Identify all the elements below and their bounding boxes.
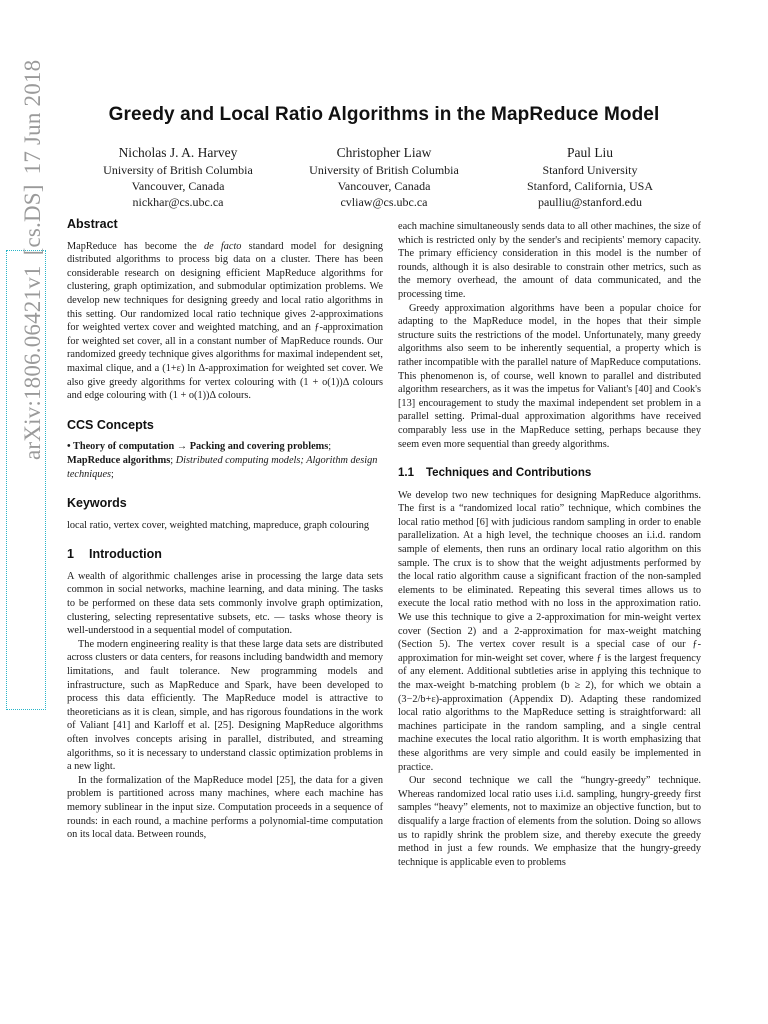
ccs-concept-2: MapReduce algorithms bbox=[67, 454, 171, 466]
intro-paragraph-3: In the formalization of the MapReduce model [25], the data for a given problem is partitioned across many machines, where each machine has memory sublinear in the input size. Computation proceeds in a sequence of rounds: in each round, a machine performs a polynomial-time computation on its local data. Between rounds, bbox=[67, 774, 383, 841]
section-number: 1 bbox=[67, 547, 74, 562]
techniques-paragraph-1: We develop two new techniques for designing MapReduce algorithms. The first is a “randomized local ratio” technique, which combines the local ratio method [6] with judicious random sampling in order to enable parallelization. At a high level, the technique chooses an i.i.d. random sample of elements, then runs an ordinary local ratio algorithm on this sample. The crux is to show that the weight adjustments performed by the local ratio algorithm cause a significant fraction of the non-sampled elements to be eliminated. Repeating this several times allows us to execute the local ratio method with no loss in the approximation ratio. We use this technique to give a 2-approximation for min-weight vertex cover (Section 2) and a 2-approximation for max-weight matching (Section 5). The vertex cover result is a special case of our ƒ-approximation for min-weight set cover, where ƒ is the largest frequency of any element. Additional subtleties arise in applying this technique to the max-weight b-matching problem (b ≥ 2), for which we obtain a (3−2/b+ε)-approximation (Appendix D). Adapting these randomized local ratio algorithms to the MapReduce setting is straightforward: all machines participate in the random sampling, and a single central machine executes the local ratio algorithm. It is worth emphasizing that these algorithms are very simple and could easily be implemented in practice. bbox=[398, 489, 701, 773]
author-email[interactable]: cvliaw@cs.ubc.ca bbox=[340, 195, 428, 209]
intro-paragraph-5: Greedy approximation algorithms have been a popular choice for adapting to the MapReduce model, in the hopes that their simple structure suits the restrictions of the model. Unfortunately, many greedy algorithms also seem to be inherently sequential, a property which is rather incompatible with the parallel nature of MapReduce computations. This phenomenon is, of course, well known to parallel and distributed algorithm researchers, as it was the impetus for Valiant's [40] and Cook's [13] encouragement to study the maximal independent set problem in a parallel setting. Primal-dual approximation algorithms have received comparably less use in the MapReduce setting, perhaps because they seem even more sequential than greedy algorithms. bbox=[398, 302, 701, 450]
arxiv-id: arXiv:1806.06421v1 bbox=[20, 265, 45, 460]
section-title: Introduction bbox=[89, 547, 162, 562]
author-email[interactable]: nickhar@cs.ubc.ca bbox=[132, 195, 224, 209]
arxiv-category: [cs.DS] bbox=[20, 184, 45, 256]
abstract-text-a: MapReduce has become the bbox=[67, 240, 204, 252]
section-title: Techniques and Contributions bbox=[426, 467, 592, 480]
keywords-heading: Keywords bbox=[67, 496, 127, 511]
ccs-sep: ; bbox=[328, 441, 332, 453]
ccs-concept-1: • Theory of computation → Packing and covering problems bbox=[67, 441, 329, 453]
abstract-text-b: standard model for designing distributed algorithms to process big data on a cluster. There has been considerable research on designing efficient MapReduce algorithms for clustering, graph optimization, and submodular optimization problems. We develop new techniques for designing greedy and local ratio algorithms in this setting. Our randomized local ratio technique gives 2-approximations for weighted vertex cover and weighted matching, and an ƒ-approximation for weighted set cover, all in a constant number of MapReduce rounds. Our randomized greedy technique gives algorithms for maximal independent set, maximal clique, and a (1+ε) ln Δ-approximation for weighted set cover. We also give greedy algorithms for vertex colouring with (1 + o(1))Δ colours and edge colouring with (1 + o(1))Δ colours. bbox=[67, 240, 383, 402]
techniques-paragraph-2: Our second technique we call the “hungry-greedy” technique. Whereas randomized local ratio uses i.i.d. sampling, hungry-greedy first samples “heavy” elements, not to maximize an objective function, but to disqualify a large fraction of elements from the solution. Doing so allows us to rapidly shrink the problem size, and thereby execute the greedy method in just a few rounds. We emphasize that the hungry-greedy technique is applicable even to problems bbox=[398, 775, 701, 868]
author-block-3 bbox=[485, 145, 695, 210]
author-name: Nicholas J. A. Harvey bbox=[118, 145, 238, 160]
keywords-text: local ratio, vertex cover, weighted matching, mapreduce, graph colouring bbox=[67, 519, 370, 531]
abstract-text bbox=[67, 240, 383, 403]
author-location: Vancouver, Canada bbox=[131, 179, 225, 193]
ccs-concept-3: Distributed computing models; Algorithm design techniques bbox=[67, 454, 378, 480]
abstract-heading: Abstract bbox=[67, 217, 118, 231]
author-name: Christopher Liaw bbox=[336, 145, 432, 160]
author-email[interactable]: paulliu@stanford.edu bbox=[537, 195, 643, 209]
introduction-heading bbox=[67, 548, 383, 562]
intro-paragraph-4: each machine simultaneously sends data to all other machines, the size of which is restricted only by the sender's and recipients' memory capacity. The primary efficiency consideration in this model is the number of rounds, although it is also desirable to constrain other metrics, such as the memory overhead, the amount of data communicated, and the processing time. bbox=[398, 221, 701, 300]
author-block-2 bbox=[279, 145, 489, 210]
abstract-text-em: de facto bbox=[203, 240, 242, 252]
author-affiliation: University of British Columbia bbox=[309, 163, 459, 177]
ccs-heading: CCS Concepts bbox=[67, 417, 154, 432]
author-name: Paul Liu bbox=[566, 145, 614, 160]
author-block-1 bbox=[73, 145, 283, 210]
intro-paragraph-1: A wealth of algorithmic challenges arise in processing the large data sets common in social networks, machine learning, and data mining. The tasks to be performed on these data sets commonly involve graph optimization, clustering, selecting representative subsets, etc. — tasks whose theory is well-understood in a sequential model of computation. bbox=[67, 570, 383, 637]
paper-title: Greedy and Local Ratio Algorithms in the MapReduce Model bbox=[108, 104, 660, 125]
author-location: Stanford, California, USA bbox=[527, 179, 653, 193]
techniques-heading bbox=[398, 467, 701, 481]
right-column bbox=[398, 220, 701, 869]
section-number: 1.1 bbox=[398, 467, 414, 480]
left-column bbox=[67, 218, 383, 842]
ccs-sep: ; bbox=[111, 468, 114, 480]
author-location: Vancouver, Canada bbox=[337, 179, 431, 193]
author-affiliation: University of British Columbia bbox=[103, 163, 253, 177]
intro-paragraph-2: The modern engineering reality is that these large data sets are distributed across clusters or data centers, for reasons including bandwidth and memory limitations, and fault tolerance. New programming models and infrastructure, such as MapReduce and Spark, have been developed to process this data efficiently. The MapReduce model is attractive to theoreticians as it is clean, simple, and has rigorous foundations in the work of Valiant [41] and Karloff et al. [25]. Designing MapReduce algorithms often involves concepts arising in parallel, distributed, and streaming algorithms, so it is necessary to understand classic optimization problems in a new light. bbox=[67, 638, 383, 773]
author-affiliation: Stanford University bbox=[542, 163, 638, 177]
ccs-text bbox=[67, 440, 383, 481]
arxiv-date: 17 Jun 2018 bbox=[20, 59, 45, 175]
ccs-sep: ; bbox=[170, 454, 176, 466]
